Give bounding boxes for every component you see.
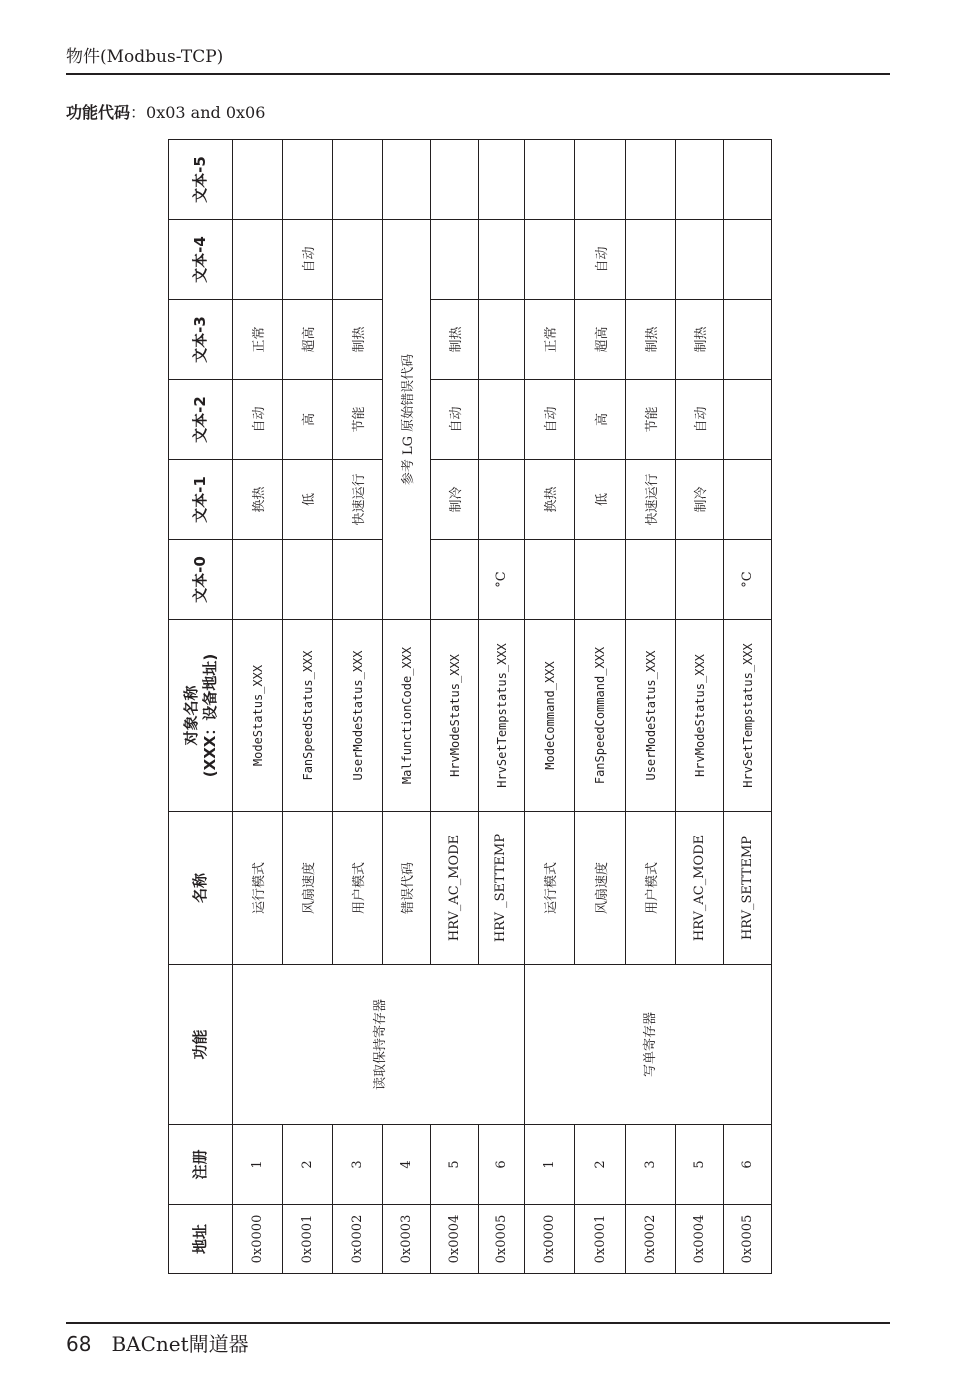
cell-malfunction-ref: 参考 LG 原始错误代码: [383, 220, 431, 620]
cell-text4: [525, 220, 575, 300]
cell-text5: [233, 140, 283, 220]
cell-text0: [525, 540, 575, 620]
cell-text5: [575, 140, 626, 220]
cell-object-name: FanSpeedStatus_XXX: [283, 620, 333, 812]
cell-text2: [724, 380, 772, 460]
cell-text5: [525, 140, 575, 220]
cell-address: 0x0005: [724, 1205, 772, 1274]
cell-text0: [333, 540, 383, 620]
cell-name: HRV_SETTEMP: [724, 812, 772, 965]
cell-text5: [626, 140, 676, 220]
cell-text3: 正常: [525, 300, 575, 380]
cell-name: 运行模式: [233, 812, 283, 965]
cell-text3: [724, 300, 772, 380]
cell-object-name: ModeStatus_XXX: [233, 620, 283, 812]
cell-text0: °C: [479, 540, 525, 620]
cell-text3: 制热: [431, 300, 479, 380]
cell-text2: 节能: [333, 380, 383, 460]
col-register: 注册: [169, 1125, 233, 1205]
cell-text2: 自动: [233, 380, 283, 460]
cell-text1: [479, 460, 525, 540]
cell-object-name: HrvSetTempstatus_XXX: [479, 620, 525, 812]
cell-text0: [575, 540, 626, 620]
col-function: 功能: [169, 965, 233, 1125]
table-row: [525, 140, 575, 1274]
cell-text2: 节能: [626, 380, 676, 460]
col-text2: 文本-2: [169, 380, 233, 460]
col-object-name-line1: 对象名称: [181, 685, 200, 746]
cell-text0: [676, 540, 724, 620]
cell-text3: [479, 300, 525, 380]
cell-register: 2: [283, 1125, 333, 1205]
cell-name: 运行模式: [525, 812, 575, 965]
cell-text5: [724, 140, 772, 220]
col-address: 地址: [169, 1205, 233, 1274]
col-name: 名称: [169, 812, 233, 965]
function-code-value: ：0x03 and 0x06: [130, 103, 266, 122]
cell-text4: [724, 220, 772, 300]
cell-name: 风扇速度: [283, 812, 333, 965]
cell-address: 0x0000: [233, 1205, 283, 1274]
cell-text4: 自动: [575, 220, 626, 300]
cell-text3: 正常: [233, 300, 283, 380]
object-table-frame: [168, 140, 772, 1274]
cell-object-name: ModeCommand_XXX: [525, 620, 575, 812]
cell-name: 用户模式: [333, 812, 383, 965]
cell-text2: 高: [283, 380, 333, 460]
cell-name: HRV _SETTEMP: [479, 812, 525, 965]
cell-register: 5: [431, 1125, 479, 1205]
cell-text5: [431, 140, 479, 220]
cell-text0: °C: [724, 540, 772, 620]
cell-text3: 超高: [283, 300, 333, 380]
cell-register: 6: [724, 1125, 772, 1205]
cell-address: 0x0002: [333, 1205, 383, 1274]
footer-rule: [66, 1322, 890, 1324]
col-text0: 文本-0: [169, 540, 233, 620]
cell-text2: 自动: [525, 380, 575, 460]
cell-text4: [431, 220, 479, 300]
page-header-title: 物件(Modbus-TCP): [66, 47, 224, 67]
cell-text2: 自动: [676, 380, 724, 460]
cell-address: 0x0003: [383, 1205, 431, 1274]
cell-register: 2: [575, 1125, 626, 1205]
cell-function-write: 写单寄存器: [525, 965, 772, 1125]
page-footer: [66, 1328, 249, 1357]
cell-address: 0x0002: [626, 1205, 676, 1274]
cell-text3: 超高: [575, 300, 626, 380]
cell-name: 用户模式: [626, 812, 676, 965]
cell-text1: 低: [283, 460, 333, 540]
cell-text2: 自动: [431, 380, 479, 460]
cell-register: 5: [676, 1125, 724, 1205]
cell-name: 错误代码: [383, 812, 431, 965]
cell-text5: [283, 140, 333, 220]
function-code-label: 功能代码: [66, 103, 131, 122]
cell-name: HRV_AC_MODE: [431, 812, 479, 965]
cell-address: 0x0005: [479, 1205, 525, 1274]
cell-text2: [479, 380, 525, 460]
col-text1: 文本-1: [169, 460, 233, 540]
cell-object-name: FanSpeedCommand_XXX: [575, 620, 626, 812]
cell-object-name: MalfunctionCode_XXX: [383, 620, 431, 812]
cell-text2: 高: [575, 380, 626, 460]
cell-text1: 快速运行: [333, 460, 383, 540]
cell-text0: [283, 540, 333, 620]
header-rule: [66, 73, 890, 75]
cell-text4: [676, 220, 724, 300]
cell-text4: [479, 220, 525, 300]
col-object-name: [169, 620, 233, 812]
cell-object-name: UserModeStatus_XXX: [626, 620, 676, 812]
cell-register: 1: [525, 1125, 575, 1205]
col-text3: 文本-3: [169, 300, 233, 380]
cell-text4: [626, 220, 676, 300]
cell-text3: 制热: [333, 300, 383, 380]
cell-text5: [479, 140, 525, 220]
cell-text3: 制热: [676, 300, 724, 380]
cell-text0: [431, 540, 479, 620]
cell-text4: [333, 220, 383, 300]
col-text5: 文本-5: [169, 140, 233, 220]
cell-text1: 低: [575, 460, 626, 540]
table-header-row: [169, 140, 233, 1274]
cell-text1: [724, 460, 772, 540]
cell-text4: 自动: [283, 220, 333, 300]
footer-title: BACnet閘道器: [111, 1332, 249, 1356]
cell-address: 0x0004: [431, 1205, 479, 1274]
table-row: [233, 140, 283, 1274]
cell-text5: [676, 140, 724, 220]
cell-address: 0x0001: [283, 1205, 333, 1274]
function-code-line: [66, 100, 265, 123]
cell-register: 3: [333, 1125, 383, 1205]
cell-text5: [383, 140, 431, 220]
cell-register: 1: [233, 1125, 283, 1205]
cell-object-name: UserModeStatus_XXX: [333, 620, 383, 812]
cell-text0: [233, 540, 283, 620]
cell-text1: 制冷: [676, 460, 724, 540]
cell-text1: 制冷: [431, 460, 479, 540]
cell-address: 0x0000: [525, 1205, 575, 1274]
cell-address: 0x0004: [676, 1205, 724, 1274]
cell-text1: 快速运行: [626, 460, 676, 540]
page-number: 68: [66, 1332, 92, 1356]
cell-register: 4: [383, 1125, 431, 1205]
cell-object-name: HrvSetTempstatus_XXX: [724, 620, 772, 812]
cell-text4: [233, 220, 283, 300]
cell-register: 6: [479, 1125, 525, 1205]
cell-object-name: HrvModeStatus_XXX: [676, 620, 724, 812]
cell-text3: 制热: [626, 300, 676, 380]
cell-text1: 换热: [525, 460, 575, 540]
object-table-rotated: [168, 140, 772, 1274]
cell-register: 3: [626, 1125, 676, 1205]
cell-address: 0x0001: [575, 1205, 626, 1274]
col-object-name-line2: (XXX：设备地址): [200, 653, 219, 778]
cell-name: HRV_AC_MODE: [676, 812, 724, 965]
cell-text1: 换热: [233, 460, 283, 540]
cell-function-read: 读取保持寄存器: [233, 965, 525, 1125]
cell-name: 风扇速度: [575, 812, 626, 965]
object-table: [168, 139, 772, 1274]
cell-text5: [333, 140, 383, 220]
cell-object-name: HrvModeStatus_XXX: [431, 620, 479, 812]
col-text4: 文本-4: [169, 220, 233, 300]
cell-text0: [626, 540, 676, 620]
